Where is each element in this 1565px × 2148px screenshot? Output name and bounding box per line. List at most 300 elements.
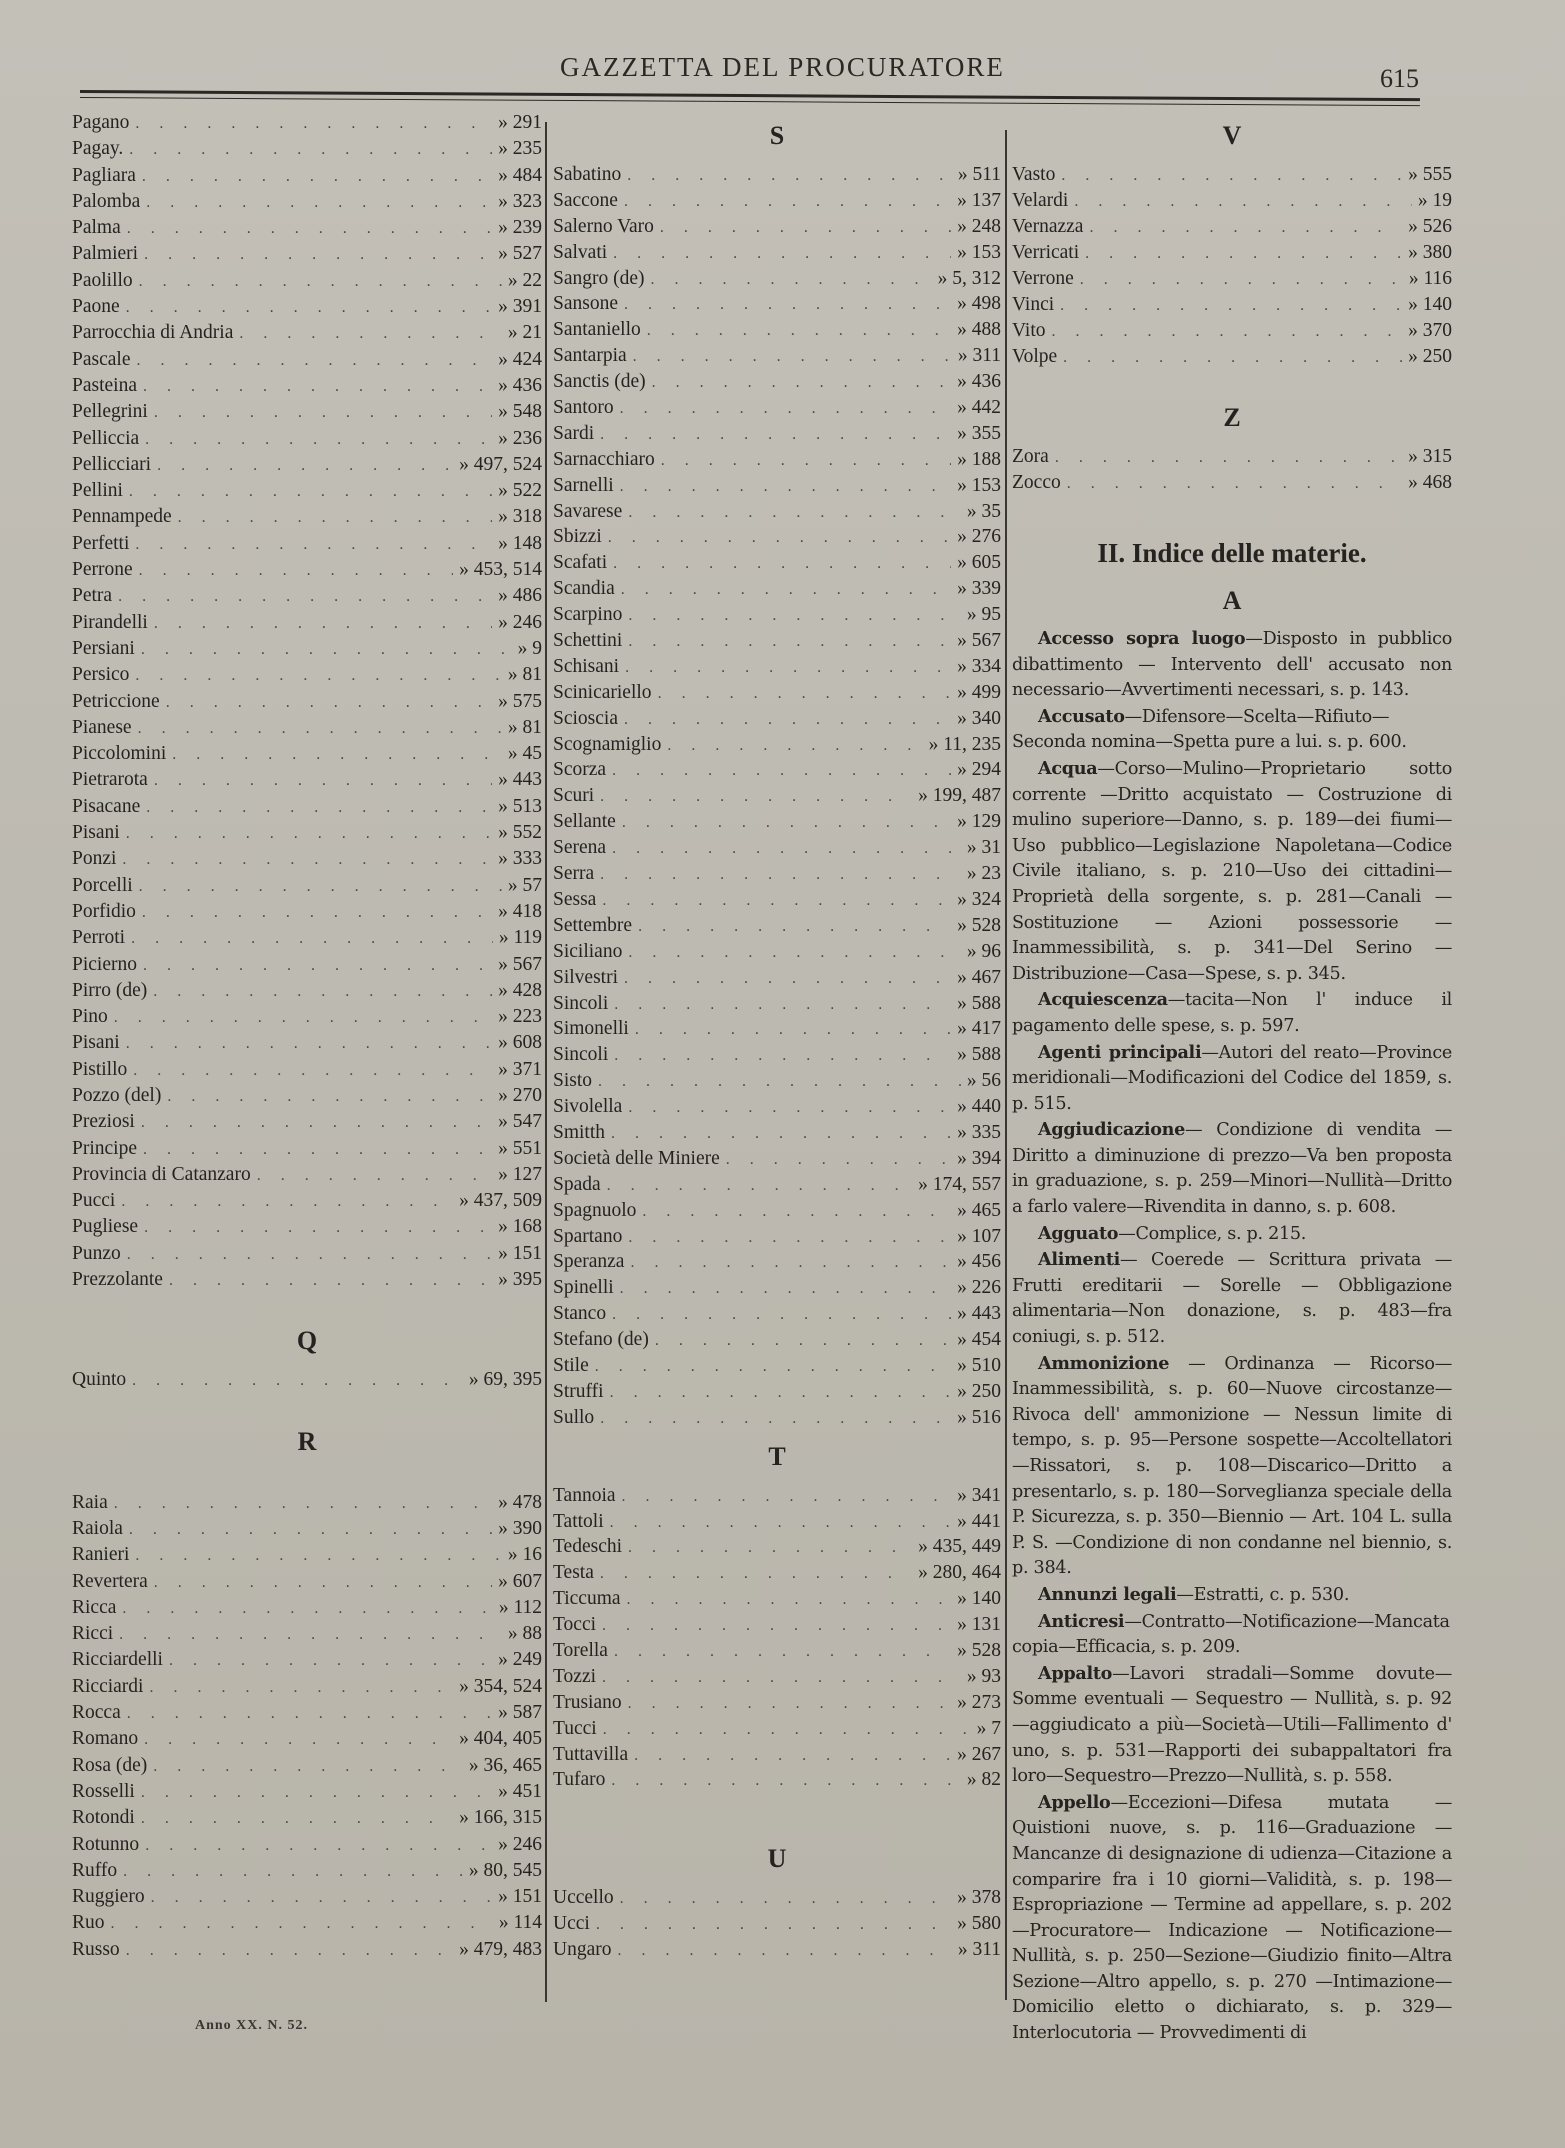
index-entry [72,1805,542,1831]
index-entry [72,557,542,583]
entry-name: Pianese [72,716,132,738]
entry-name: Ucci [553,1913,590,1935]
dot-leader [661,448,951,474]
entry-page-ref: » 151 [498,1242,542,1264]
entry-name: Porfidio [72,900,136,922]
dot-leader [655,1328,951,1354]
entry-page-ref: » 547 [498,1111,542,1133]
entry-name: Volpe [1012,346,1058,367]
entry-page-ref: » 451 [498,1780,542,1802]
index-entry [553,1301,1001,1327]
entry-name: Pasteina [72,374,137,396]
entry-name: Zocco [1012,472,1061,493]
dot-leader [612,758,951,784]
dot-leader [121,1189,453,1215]
entry-name: Tedeschi [553,1536,623,1558]
dot-leader [129,479,492,505]
index-entry [1012,162,1452,188]
index-entry [553,628,1001,654]
index-entry [72,952,542,978]
entry-name: Tocci [553,1614,597,1636]
entry-page-ref: » 311 [957,345,1001,367]
entry-name: Società delle Miniere [553,1147,720,1169]
entry-name: Rotondi [72,1807,135,1829]
entry-name: Pennampede [72,506,172,528]
dot-leader [129,1517,492,1543]
entry-name: Tozzi [553,1665,597,1687]
entry-page-ref: » 131 [957,1614,1001,1636]
dot-leader [610,1380,952,1406]
index-entry [72,1937,542,1963]
index-entry [72,163,542,189]
index-entry [72,1367,542,1393]
dot-leader [154,400,492,426]
dot-leader [139,558,453,584]
entry-page-ref: » 315 [1408,446,1452,467]
dot-leader [600,422,951,448]
dot-leader [145,427,492,453]
entry-page-ref: » 395 [498,1269,542,1291]
entry-page-ref: » 587 [498,1702,542,1724]
index-entry [553,757,1001,783]
entry-name: Ticcuma [553,1588,621,1610]
index-entry [1012,344,1452,370]
dot-leader [602,888,951,914]
entry-name: Settembre [553,914,633,936]
entry-page-ref: » 140 [957,1588,1001,1610]
index-entry [72,1188,542,1214]
materie-entry-heading: Acqua [1038,757,1098,779]
entry-name: Rosa (de) [72,1754,148,1776]
entry-page-ref: » 270 [498,1084,542,1106]
entry-page-ref: » 526 [1408,216,1452,237]
page-header-title: GAZZETTA DEL PROCURATORE [560,52,1005,82]
entry-page-ref: » 249 [498,1649,542,1671]
entry-page-ref: » 45 [507,743,542,765]
entry-page-ref: » 424 [498,348,542,370]
entry-page-ref: » 11, 235 [928,733,1001,755]
dot-leader [603,1717,971,1743]
entry-page-ref: » 436 [957,371,1001,393]
entry-name: Sarnacchiaro [553,448,655,470]
entry-page-ref: » 69, 395 [468,1369,542,1391]
dot-leader [633,344,952,370]
entry-name: Santoro [553,397,614,419]
dot-leader [628,500,961,526]
index-entry [553,1120,1001,1146]
index-column-1 [72,110,542,1963]
dot-leader [611,1768,961,1794]
index-entry [553,162,1001,188]
letter-heading-q: Q [296,1326,318,1356]
entry-name: Spinelli [553,1277,614,1299]
entry-name: Pietrarota [72,769,148,791]
entry-name: Pagliara [72,164,136,186]
entry-page-ref: » 567 [498,953,542,975]
entry-name: Saccone [553,189,618,211]
dot-leader [600,1561,912,1587]
index-entry [72,1884,542,1910]
index-entry [553,266,1001,292]
entry-name: Perfetti [72,532,130,554]
materie-entry-heading: Agenti principali [1038,1041,1202,1063]
index-entry [553,861,1001,887]
entry-name: Parrocchia di Andria [72,322,234,344]
entry-page-ref: » 276 [957,526,1001,548]
entry-page-ref: » 335 [957,1121,1001,1143]
index-column-2 [553,110,1001,1963]
entry-page-ref: » 153 [957,241,1001,263]
materie-entry-text: — Ordinanza — Ricorso— Inammessibilità, s. p. 60—Nuove circostanze—Rivoca dell' ammonizione — Nessun limite di tempo, s. p. 95—Persone sospette—Accoltellatori—Rissatori, s. p. 108—Discarico—Dritto a presentarlo, s. p. 180—Sorveglianza speciale della P. Sicurezza, s. p. 350—Biennio — Art. 104 L. sulla P. S. —Condizione di non condanne nel biennio, s. p. 384. [1012,1353,1452,1579]
entry-name: Ruo [72,1912,105,1934]
dot-leader [126,295,492,321]
dot-leader [127,216,492,242]
entry-name: Scorza [553,759,607,781]
entry-name: Smitth [553,1121,606,1143]
entry-page-ref: » 333 [498,848,542,870]
entry-page-ref: » 56 [966,1070,1001,1092]
index-entry [72,899,542,925]
dot-leader [169,1648,492,1674]
dot-leader [146,795,492,821]
index-column-3 [1012,110,1452,2047]
letter-heading-r: R [297,1426,317,1456]
entry-name: Petra [72,585,113,607]
dot-leader [658,681,952,707]
entry-page-ref: » 371 [498,1058,542,1080]
entry-name: Verricati [1012,242,1080,263]
materie-entry [1012,756,1452,987]
entry-page-ref: » 166, 315 [459,1807,542,1829]
index-entry [553,1560,1001,1586]
entry-page-ref: » 488 [957,319,1001,341]
entry-page-ref: » 127 [498,1163,542,1185]
index-entry [72,504,542,530]
entry-name: Tuttavilla [553,1743,629,1765]
entry-page-ref: » 341 [957,1484,1001,1506]
entry-page-ref: » 340 [957,707,1001,729]
entry-name: Provincia di Catanzaro [72,1163,251,1185]
entry-page-ref: » 522 [498,480,542,502]
entry-page-ref: » 555 [1408,164,1452,185]
entry-name: Ungaro [553,1939,612,1961]
entry-name: Pino [72,1006,108,1028]
entry-name: Serra [553,863,595,885]
entry-page-ref: » 608 [498,1032,542,1054]
index-entry [72,1674,542,1700]
entry-name: Silvestri [553,966,619,988]
index-entry [553,317,1001,343]
index-entry [72,925,542,951]
index-entry [72,689,542,715]
entry-page-ref: » 354, 524 [459,1675,542,1697]
dot-leader [154,1570,492,1596]
entry-page-ref: » 80, 545 [468,1859,542,1881]
dot-leader [141,1806,453,1832]
letter-s-list [553,162,1001,1431]
dot-leader [154,768,492,794]
dot-leader [1052,319,1403,345]
index-entry [72,268,542,294]
entry-name: Spagnuolo [553,1199,637,1221]
dot-leader [126,1031,492,1057]
entry-name: Raiola [72,1517,123,1539]
dot-leader [123,1859,463,1885]
entry-name: Rotunno [72,1833,140,1855]
entry-name: Pisacane [72,795,141,817]
index-entry [72,1516,542,1542]
entry-name: Persico [72,664,130,686]
dot-leader [166,690,492,716]
entry-name: Ruggiero [72,1886,145,1908]
index-entry [553,654,1001,680]
entry-name: Tattoli [553,1510,604,1532]
index-entry [553,214,1001,240]
entry-page-ref: » 112 [498,1596,542,1618]
index-entry [553,1198,1001,1224]
index-entry [553,550,1001,576]
entry-page-ref: » 236 [498,427,542,449]
dot-leader [114,1491,492,1517]
entry-page-ref: » 435, 449 [918,1536,1001,1558]
entry-page-ref: » 23 [966,863,1001,885]
dot-leader [600,862,961,888]
dot-leader [620,1886,951,1912]
dot-leader [635,1017,951,1043]
index-entry [72,846,542,872]
dot-leader [142,900,492,926]
entry-page-ref: » 246 [498,1833,542,1855]
dot-leader [602,1665,961,1691]
entry-page-ref: » 114 [498,1912,542,1934]
entry-page-ref: » 465 [957,1199,1001,1221]
entry-name: Scioscia [553,707,618,729]
index-entry [553,291,1001,317]
dot-leader [169,1268,492,1294]
letter-v-list [1012,162,1452,370]
entry-name: Sbizzi [553,526,602,548]
index-entry [553,524,1001,550]
index-entry [72,1779,542,1805]
index-entry [72,636,542,662]
dot-leader [157,453,453,479]
entry-page-ref: » 250 [957,1380,1001,1402]
index-entry [553,1146,1001,1172]
index-entry [553,1885,1001,1911]
index-entry [553,188,1001,214]
index-entry [72,873,542,899]
dot-leader [143,1137,492,1163]
entry-page-ref: » 467 [957,966,1001,988]
entry-name: Perroti [72,927,126,949]
entry-name: Sansone [553,293,618,315]
entry-page-ref: » 454 [957,1329,1001,1351]
index-entry [553,1586,1001,1612]
footer-issue-note: Anno XX. N. 52. [195,2018,309,2033]
entry-page-ref: » 588 [957,1044,1001,1066]
entry-name: Vito [1012,320,1046,341]
materie-paragraphs [1012,626,1452,2047]
dot-leader [647,318,951,344]
entry-page-ref: » 380 [1408,242,1452,263]
dot-leader [138,716,502,742]
dot-leader [628,1225,951,1251]
index-entry [553,1911,1001,1937]
index-entry [553,473,1001,499]
entry-name: Pellini [72,480,123,502]
entry-name: Sarnelli [553,474,614,496]
dot-leader [638,914,951,940]
entry-name: Serena [553,837,607,859]
entry-name: Pellegrini [72,401,148,423]
materie-entry-text: —Lavori stradali—Somme dovute—Somme eventuali — Sequestro — Nullità, s. p. 92—aggiudicato a più—Società—Utili—Fallimento d' uno, s. p. 531—Rapporti dei subappaltatori fra loro—Sequestro—Prezzo—Nullità, s. p. 558. [1012,1663,1452,1787]
index-entry [72,1267,542,1293]
index-entry [1012,444,1452,470]
entry-name: Sardi [553,422,595,444]
entry-page-ref: » 378 [957,1887,1001,1909]
dot-leader [628,629,951,655]
materie-entry-heading: Annunzi legali [1038,1583,1177,1605]
entry-page-ref: » 575 [498,690,542,712]
entry-name: Pugliese [72,1216,139,1238]
dot-leader [1074,189,1412,215]
index-entry [553,965,1001,991]
dot-leader [127,1701,492,1727]
entry-name: Pucci [72,1190,116,1212]
index-entry [72,820,542,846]
entry-page-ref: » 311 [957,1939,1001,1961]
index-entry [553,1379,1001,1405]
entry-page-ref: » 153 [957,474,1001,496]
entry-page-ref: » 294 [957,759,1001,781]
index-entry [72,662,542,688]
index-entry [553,913,1001,939]
entry-page-ref: » 140 [1408,294,1452,315]
entry-page-ref: » 291 [498,112,542,133]
dot-leader [621,577,951,603]
dot-leader [178,505,492,531]
entry-page-ref: » 21 [507,322,542,344]
index-entry [72,1595,542,1621]
entry-page-ref: » 235 [498,138,542,160]
dot-leader [119,1622,502,1648]
dot-leader [651,267,932,293]
entry-page-ref: » 513 [498,795,542,817]
materie-entry-text: —Corso—Mulino—Proprietario sotto corrente —Dritto acquistato — Costruzione di mulino superiore—Danno, s. p. 189—dei fiumi—Uso pubblico—Legislazione Napoletana—Codice Civile italiano, s. p. 210—Uso dei cittadini—Proprietà della sorgente, s. p. 281—Canali — Sostituzione — Azioni possessorie — Inammessibilità, s. p. 341—Del Serino — Distribuzione—Casa—Spese, s. p. 345. [1012,758,1452,984]
dot-leader [141,637,512,663]
materie-entry [1012,704,1452,756]
entry-page-ref: » 394 [957,1147,1001,1169]
index-entry [553,369,1001,395]
dot-leader [133,1058,492,1084]
index-entry [553,1664,1001,1690]
letter-r-list [72,1490,542,1963]
dot-leader [141,1110,492,1136]
entry-page-ref: » 484 [498,164,542,186]
index-entry [553,991,1001,1017]
index-entry [72,1083,542,1109]
index-entry [72,1753,542,1779]
entry-name: Sisto [553,1070,593,1092]
entry-name: Pagay. [72,138,124,160]
index-entry [553,887,1001,913]
entry-page-ref: » 417 [957,1018,1001,1040]
letter-heading-t: T [768,1441,786,1471]
entry-page-ref: » 267 [957,1743,1001,1765]
index-entry [72,1004,542,1030]
materie-entry-text: —Complice, s. p. 215. [1118,1223,1307,1244]
index-entry [72,531,542,557]
entry-page-ref: » 588 [957,992,1001,1014]
dot-leader [144,1215,492,1241]
dot-leader [617,1938,951,1964]
entry-name: Santarpia [553,345,627,367]
entry-page-ref: » 339 [957,578,1001,600]
entry-page-ref: » 605 [957,552,1001,574]
entry-page-ref: » 391 [498,296,542,318]
index-entry [72,1858,542,1884]
index-entry [553,1068,1001,1094]
dot-leader [1060,293,1402,319]
index-entry [553,1042,1001,1068]
entry-page-ref: » 81 [507,664,542,686]
materie-entry-text: —Estratti, c. p. 530. [1176,1584,1350,1605]
entry-page-ref: » 168 [498,1216,542,1238]
letter-u-list [553,1885,1001,1963]
entry-name: Picierno [72,953,137,975]
dot-leader [625,655,951,681]
dot-leader [620,474,951,500]
entry-name: Ponzi [72,848,117,870]
entry-name: Ricciardi [72,1675,144,1697]
dot-leader [726,1147,951,1173]
index-entry [72,373,542,399]
entry-name: Petriccione [72,690,160,712]
entry-page-ref: » 443 [957,1303,1001,1325]
index-entry [72,1241,542,1267]
entry-name: Siciliano [553,940,623,962]
entry-page-ref: » 5, 312 [937,267,1001,289]
entry-page-ref: » 441 [957,1510,1001,1532]
entry-page-ref: » 516 [957,1406,1001,1428]
materie-entry-heading: Ammonizione [1038,1352,1170,1374]
dot-leader [600,784,912,810]
dot-leader [642,1199,951,1225]
entry-name: Spartano [553,1225,623,1247]
entry-page-ref: » 93 [966,1665,1001,1687]
materie-entry [1012,987,1452,1039]
entry-name: Preziosi [72,1111,135,1133]
index-entry [72,1214,542,1240]
dot-leader [111,1911,493,1937]
entry-name: Scandia [553,578,615,600]
index-entry [553,1716,1001,1742]
dot-leader [624,189,951,215]
index-entry [72,294,542,320]
dot-leader [1061,163,1402,189]
index-entry [553,499,1001,525]
dot-leader [144,242,492,268]
index-entry [72,1162,542,1188]
materie-entry-text: — Condizione di vendita — Diritto a diminuzione di prezzo—Va ben proposta in graduazione, s. p. 259—Minori—Nullità—Dritto a farlo valere—Rivendita in danno, s. p. 608. [1012,1120,1452,1218]
entry-name: Ranieri [72,1544,130,1566]
dot-leader [624,966,951,992]
index-entry [553,1638,1001,1664]
dot-leader [132,1368,463,1394]
materie-entry-text: —Contratto—Notificazione—Mancata copia—Efficacia, s. p. 209. [1012,1611,1450,1658]
entry-page-ref: » 107 [957,1225,1001,1247]
entry-page-ref: » 324 [957,888,1001,910]
